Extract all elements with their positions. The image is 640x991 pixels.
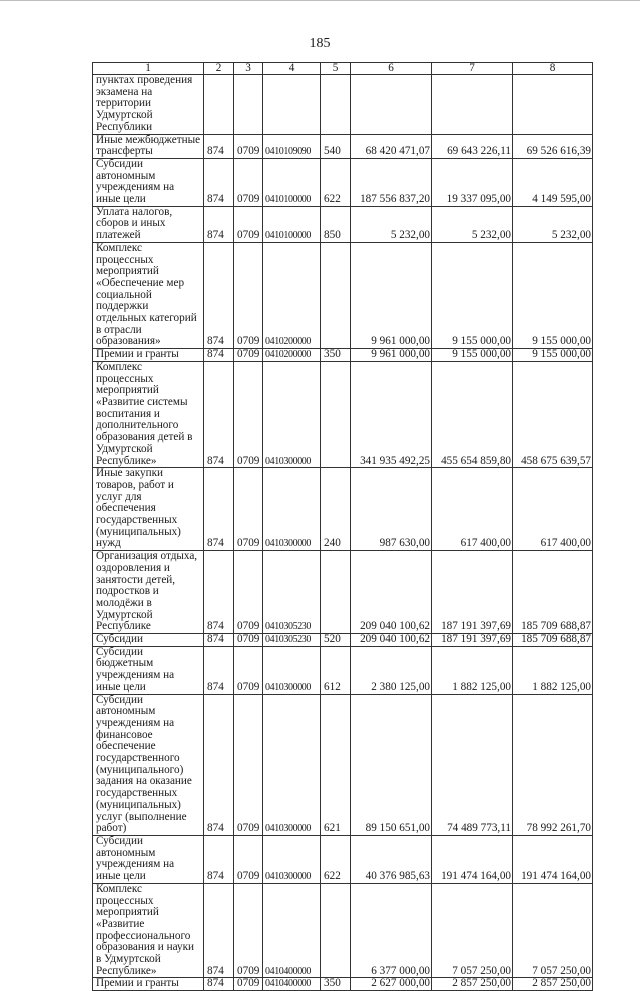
amount-col-6: 341 935 492,25 [351, 361, 432, 467]
row-name: Субсидии автономным учреждениям на иные цели [93, 158, 204, 206]
expense-type-code [321, 551, 351, 634]
chapter-code: 874 [204, 158, 234, 206]
target-article-code: 0410100000 [263, 158, 321, 206]
amount-col-8: 191 474 164,00 [513, 836, 593, 884]
row-name: Субсидии [93, 634, 204, 647]
scan-top-edge [0, 0, 640, 1]
amount-col-8: 1 882 125,00 [513, 646, 593, 694]
section-code: 0709 [234, 836, 263, 884]
expense-type-code: 612 [321, 646, 351, 694]
section-code: 0709 [234, 242, 263, 348]
section-code: 0709 [234, 978, 263, 991]
header-col-4: 4 [263, 63, 321, 75]
amount-col-8: 2 857 250,00 [513, 978, 593, 991]
table-row [93, 468, 593, 551]
expense-type-code: 520 [321, 634, 351, 647]
amount-col-8: 9 155 000,00 [513, 349, 593, 362]
amount-col-7 [432, 75, 513, 135]
amount-col-6 [351, 75, 432, 135]
table-row [93, 134, 593, 158]
row-name: Премии и гранты [93, 349, 204, 362]
amount-col-7: 9 155 000,00 [432, 242, 513, 348]
amount-col-7: 74 489 773,11 [432, 694, 513, 835]
amount-col-6: 9 961 000,00 [351, 242, 432, 348]
target-article-code: 0410305230 [263, 634, 321, 647]
row-name: Комплекс процессных мероприятий «Развитие системы воспитания и дополнительного образования детей в Удмуртской Республике» [93, 361, 204, 467]
chapter-code: 874 [204, 361, 234, 467]
target-article-code: 0410200000 [263, 242, 321, 348]
target-article-code: 0410305230 [263, 551, 321, 634]
amount-col-8: 69 526 616,39 [513, 134, 593, 158]
header-col-6: 6 [351, 63, 432, 75]
amount-col-7: 191 474 164,00 [432, 836, 513, 884]
amount-col-6: 209 040 100,62 [351, 634, 432, 647]
target-article-code: 0410300000 [263, 694, 321, 835]
target-article-code: 0410400000 [263, 883, 321, 978]
expense-type-code: 622 [321, 158, 351, 206]
amount-col-7: 9 155 000,00 [432, 349, 513, 362]
table-header-row [93, 63, 593, 75]
amount-col-8: 7 057 250,00 [513, 883, 593, 978]
chapter-code: 874 [204, 694, 234, 835]
table-row [93, 206, 593, 242]
expense-type-code [321, 242, 351, 348]
section-code: 0709 [234, 206, 263, 242]
target-article-code: 0410109090 [263, 134, 321, 158]
amount-col-8: 4 149 595,00 [513, 158, 593, 206]
expense-type-code [321, 883, 351, 978]
row-name: Комплекс процессных мероприятий «Обеспечение мер социальной поддержки отдельных категорий в отрасли образования» [93, 242, 204, 348]
table-row [93, 242, 593, 348]
amount-col-7: 19 337 095,00 [432, 158, 513, 206]
section-code: 0709 [234, 551, 263, 634]
amount-col-8: 5 232,00 [513, 206, 593, 242]
chapter-code: 874 [204, 242, 234, 348]
chapter-code: 874 [204, 646, 234, 694]
table-row [93, 75, 593, 135]
chapter-code: 874 [204, 634, 234, 647]
amount-col-7: 69 643 226,11 [432, 134, 513, 158]
table-row [93, 361, 593, 467]
section-code: 0709 [234, 694, 263, 835]
table-row [93, 634, 593, 647]
target-article-code [263, 75, 321, 135]
table-body [93, 75, 593, 991]
expense-type-code: 350 [321, 978, 351, 991]
chapter-code: 874 [204, 551, 234, 634]
chapter-code: 874 [204, 883, 234, 978]
header-col-8: 8 [513, 63, 593, 75]
section-code: 0709 [234, 468, 263, 551]
expense-type-code: 240 [321, 468, 351, 551]
amount-col-7: 5 232,00 [432, 206, 513, 242]
amount-col-6: 2 380 125,00 [351, 646, 432, 694]
chapter-code: 874 [204, 836, 234, 884]
amount-col-6: 68 420 471,07 [351, 134, 432, 158]
row-name: Субсидии бюджетным учреждениям на иные цели [93, 646, 204, 694]
row-name: пунктах проведения экзамена на территории Удмуртской Республики [93, 75, 204, 135]
amount-col-8 [513, 75, 593, 135]
table-row [93, 978, 593, 991]
amount-col-6: 89 150 651,00 [351, 694, 432, 835]
amount-col-8: 9 155 000,00 [513, 242, 593, 348]
row-name: Субсидии автономным учреждениям на иные цели [93, 836, 204, 884]
target-article-code: 0410300000 [263, 361, 321, 467]
amount-col-7: 7 057 250,00 [432, 883, 513, 978]
row-name: Комплекс процессных мероприятий «Развитие профессионального образования и науки в Удмуртской Республике» [93, 883, 204, 978]
chapter-code: 874 [204, 134, 234, 158]
header-col-7: 7 [432, 63, 513, 75]
amount-col-7: 187 191 397,69 [432, 551, 513, 634]
amount-col-8: 185 709 688,87 [513, 551, 593, 634]
amount-col-7: 187 191 397,69 [432, 634, 513, 647]
row-name: Субсидии автономным учреждениям на финансовое обеспечение государственного (муниципального) задания на оказание государственных (муниципальных) услуг (выполнение работ) [93, 694, 204, 835]
amount-col-6: 9 961 000,00 [351, 349, 432, 362]
section-code: 0709 [234, 634, 263, 647]
header-col-3: 3 [234, 63, 263, 75]
chapter-code: 874 [204, 206, 234, 242]
budget-table [92, 62, 593, 991]
row-name: Премии и гранты [93, 978, 204, 991]
expense-type-code: 621 [321, 694, 351, 835]
row-name: Уплата налогов, сборов и иных платежей [93, 206, 204, 242]
amount-col-6: 5 232,00 [351, 206, 432, 242]
expense-type-code [321, 75, 351, 135]
expense-type-code [321, 361, 351, 467]
amount-col-8: 78 992 261,70 [513, 694, 593, 835]
section-code: 0709 [234, 361, 263, 467]
target-article-code: 0410300000 [263, 468, 321, 551]
amount-col-8: 617 400,00 [513, 468, 593, 551]
table-row [93, 836, 593, 884]
row-name: Иные межбюджетные трансферты [93, 134, 204, 158]
target-article-code: 0410100000 [263, 206, 321, 242]
header-col-1: 1 [93, 63, 204, 75]
expense-type-code: 622 [321, 836, 351, 884]
section-code: 0709 [234, 134, 263, 158]
table-row [93, 883, 593, 978]
header-col-2: 2 [204, 63, 234, 75]
amount-col-8: 185 709 688,87 [513, 634, 593, 647]
expense-type-code: 350 [321, 349, 351, 362]
amount-col-6: 40 376 985,63 [351, 836, 432, 884]
section-code: 0709 [234, 883, 263, 978]
section-code: 0709 [234, 646, 263, 694]
table-row [93, 349, 593, 362]
amount-col-6: 2 627 000,00 [351, 978, 432, 991]
chapter-code: 874 [204, 978, 234, 991]
table-row [93, 694, 593, 835]
section-code [234, 75, 263, 135]
chapter-code: 874 [204, 468, 234, 551]
amount-col-6: 6 377 000,00 [351, 883, 432, 978]
table-row [93, 158, 593, 206]
target-article-code: 0410300000 [263, 646, 321, 694]
row-name: Иные закупки товаров, работ и услуг для обеспечения государственных (муниципальных) нужд [93, 468, 204, 551]
expense-type-code: 540 [321, 134, 351, 158]
section-code: 0709 [234, 158, 263, 206]
table-row [93, 551, 593, 634]
amount-col-8: 458 675 639,57 [513, 361, 593, 467]
chapter-code: 874 [204, 349, 234, 362]
target-article-code: 0410400000 [263, 978, 321, 991]
amount-col-6: 987 630,00 [351, 468, 432, 551]
expense-type-code: 850 [321, 206, 351, 242]
amount-col-7: 455 654 859,80 [432, 361, 513, 467]
target-article-code: 0410300000 [263, 836, 321, 884]
amount-col-7: 1 882 125,00 [432, 646, 513, 694]
target-article-code: 0410200000 [263, 349, 321, 362]
amount-col-6: 187 556 837,20 [351, 158, 432, 206]
row-name: Организация отдыха, оздоровления и занятости детей, подростков и молодёжи в Удмуртской Республике [93, 551, 204, 634]
amount-col-6: 209 040 100,62 [351, 551, 432, 634]
section-code: 0709 [234, 349, 263, 362]
amount-col-7: 2 857 250,00 [432, 978, 513, 991]
page-number: 185 [309, 36, 331, 51]
table-row [93, 646, 593, 694]
chapter-code [204, 75, 234, 135]
header-col-5: 5 [321, 63, 351, 75]
amount-col-7: 617 400,00 [432, 468, 513, 551]
